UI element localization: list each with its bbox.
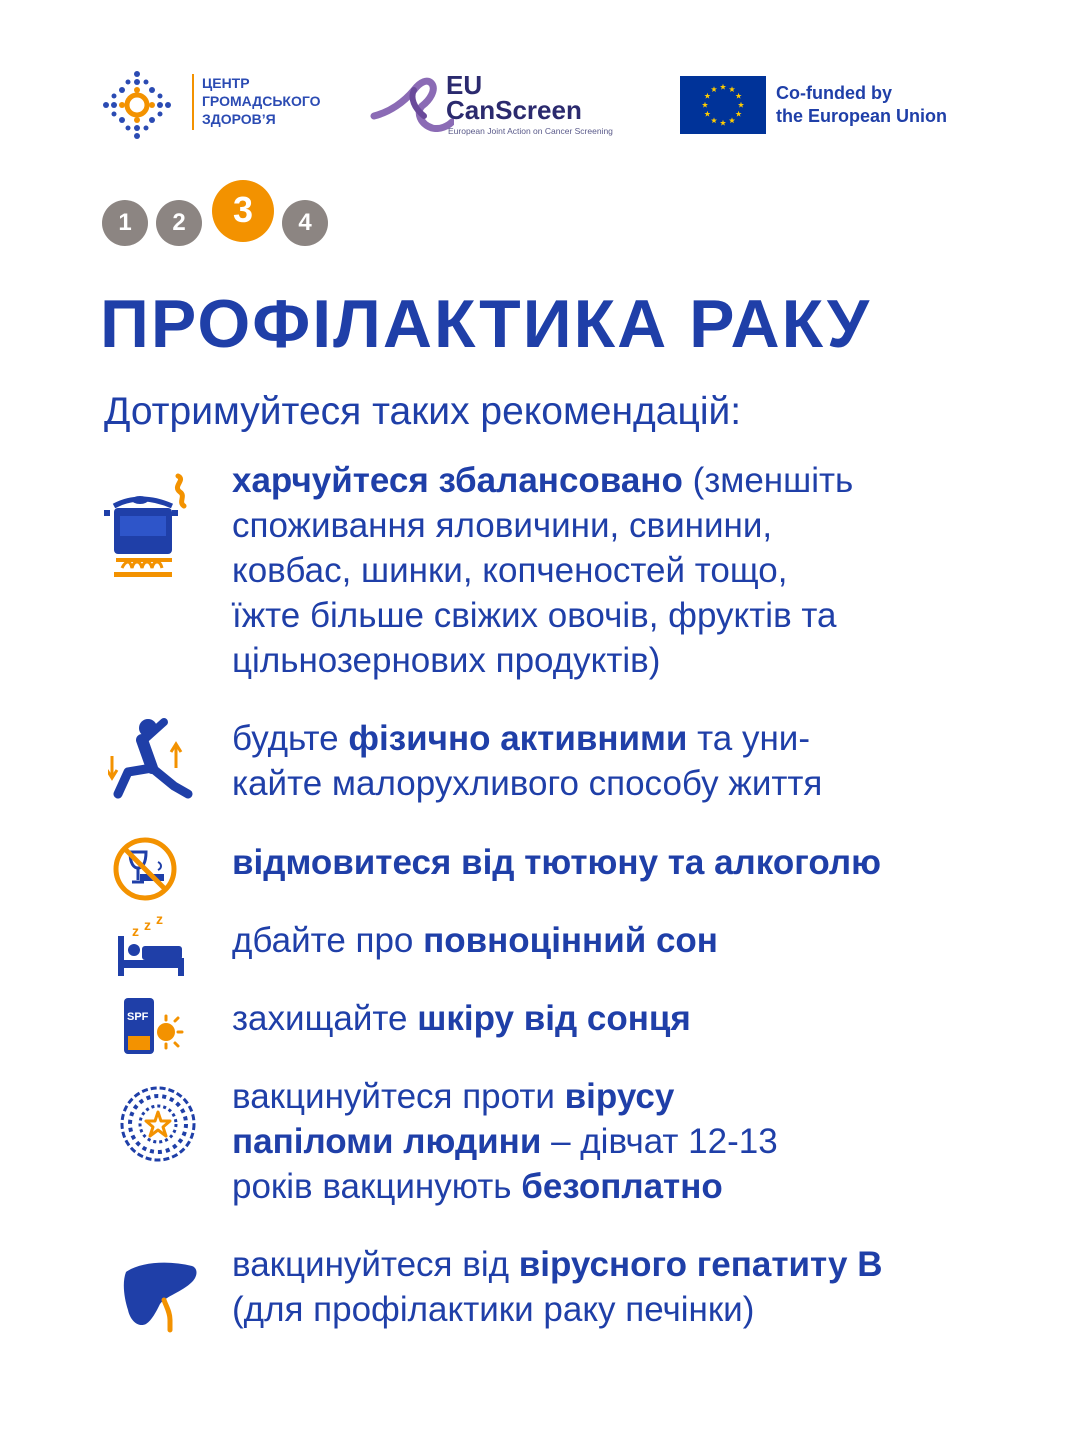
nutrition-text <box>232 458 853 683</box>
svg-text:z: z <box>144 917 151 933</box>
bold-text: вірусного гепатиту В <box>518 1245 883 1284</box>
papilloma-virus-icon <box>118 1084 198 1164</box>
text-line <box>232 918 718 963</box>
cgz-line-3: ЗДОРОВ’Я <box>202 111 276 127</box>
text-line: їжте більше свіжих овочів, фруктів та <box>232 596 837 635</box>
bold-text: папіломи людини <box>232 1122 542 1161</box>
text-line: (для профілактики раку печінки) <box>232 1290 755 1329</box>
cgz-divider <box>192 74 194 130</box>
recommendation-no-tobacco <box>100 836 1000 906</box>
step-indicator <box>100 180 360 250</box>
text-line: цільнозернових продуктів) <box>232 641 661 680</box>
bold-text: безоплатно <box>521 1167 723 1206</box>
svg-text:z: z <box>156 914 163 927</box>
bold-text: відмовитеся від тютюну та алкоголю <box>232 843 881 882</box>
eu-line-2: the European Union <box>776 106 947 126</box>
recommendation-hpv-vaccine <box>100 1074 1000 1214</box>
cgz-logo-icon <box>100 68 174 142</box>
recommendation-sun-protection <box>100 992 1000 1062</box>
sleep-text <box>232 918 718 963</box>
eucanscreen-line-2: CanScreen <box>446 95 582 125</box>
text-line <box>232 840 881 885</box>
step-1: 1 <box>102 200 148 246</box>
regular-text: – дівчат 12-13 <box>541 1122 778 1161</box>
bold-text: шкіру від сонця <box>417 999 691 1038</box>
no-tobacco-alcohol-icon <box>112 836 178 902</box>
cgz-line-1: ЦЕНТР <box>202 75 250 91</box>
text-line: кайте малорухливого способу життя <box>232 764 823 803</box>
eu-flag-icon <box>680 76 766 134</box>
svg-text:z: z <box>132 923 139 939</box>
eu-logo-text <box>776 82 947 128</box>
no-tobacco-text <box>232 840 881 885</box>
cgz-logo <box>100 66 330 136</box>
eucanscreen-tagline: European Joint Action on Cancer Screening <box>448 126 613 136</box>
eucanscreen-logo <box>370 68 630 138</box>
regular-text: (зменшіть <box>682 461 854 500</box>
bold-text: фізично активними <box>348 719 688 758</box>
eu-line-1: Co-funded by <box>776 83 892 103</box>
text-line: ковбас, шинки, копченостей тощо, <box>232 551 788 590</box>
recommendation-activity <box>100 716 1000 816</box>
regular-text: вакцинуйтеся від <box>232 1245 519 1284</box>
bold-text: харчуйтеся збалансовано <box>232 461 683 500</box>
exercise-person-icon <box>108 716 198 806</box>
sun-text <box>232 996 691 1041</box>
bold-text: вірусу <box>564 1077 675 1116</box>
regular-text: дбайте про <box>232 921 424 960</box>
eu-cofunded-logo <box>680 76 980 136</box>
cooking-pot-icon <box>100 472 210 582</box>
cgz-logo-text <box>202 74 321 128</box>
recommendation-nutrition <box>100 458 1000 688</box>
recommendation-sleep <box>100 914 1000 984</box>
header-logos <box>100 66 980 146</box>
regular-text: та уни- <box>687 719 811 758</box>
awareness-ribbon-icon <box>370 72 454 132</box>
regular-text: захищайте <box>232 999 418 1038</box>
liver-icon <box>120 1254 200 1334</box>
text-line: споживання яловичини, свинини, <box>232 506 773 545</box>
activity-text <box>232 716 822 806</box>
text-line <box>232 996 691 1041</box>
text-line <box>232 1119 778 1164</box>
text-line <box>232 716 822 761</box>
regular-text: вакцинуйтеся проти <box>232 1077 565 1116</box>
text-line <box>232 1164 778 1209</box>
spf-sun-icon <box>120 996 186 1062</box>
regular-text: будьте <box>232 719 349 758</box>
step-2: 2 <box>156 200 202 246</box>
text-line <box>232 1242 883 1287</box>
page-title: ПРОФІЛАКТИКА РАКУ <box>100 286 872 362</box>
text-line <box>232 458 853 503</box>
spf-label: SPF <box>127 1011 149 1023</box>
text-line <box>232 1074 778 1119</box>
intro-text: Дотримуйтеся таких рекомендацій: <box>104 390 742 433</box>
eucanscreen-line-1: EU <box>446 70 483 100</box>
sleep-bed-icon <box>116 914 188 980</box>
step-3-active: 3 <box>212 180 274 242</box>
regular-text: років вакцинують <box>232 1167 522 1206</box>
recommendation-hepatitis-b <box>100 1242 1000 1342</box>
hpv-text <box>232 1074 778 1209</box>
step-4: 4 <box>282 200 328 246</box>
bold-text: повноцінний сон <box>423 921 718 960</box>
cgz-line-2: ГРОМАДСЬКОГО <box>202 93 321 109</box>
hepatitis-text <box>232 1242 883 1332</box>
